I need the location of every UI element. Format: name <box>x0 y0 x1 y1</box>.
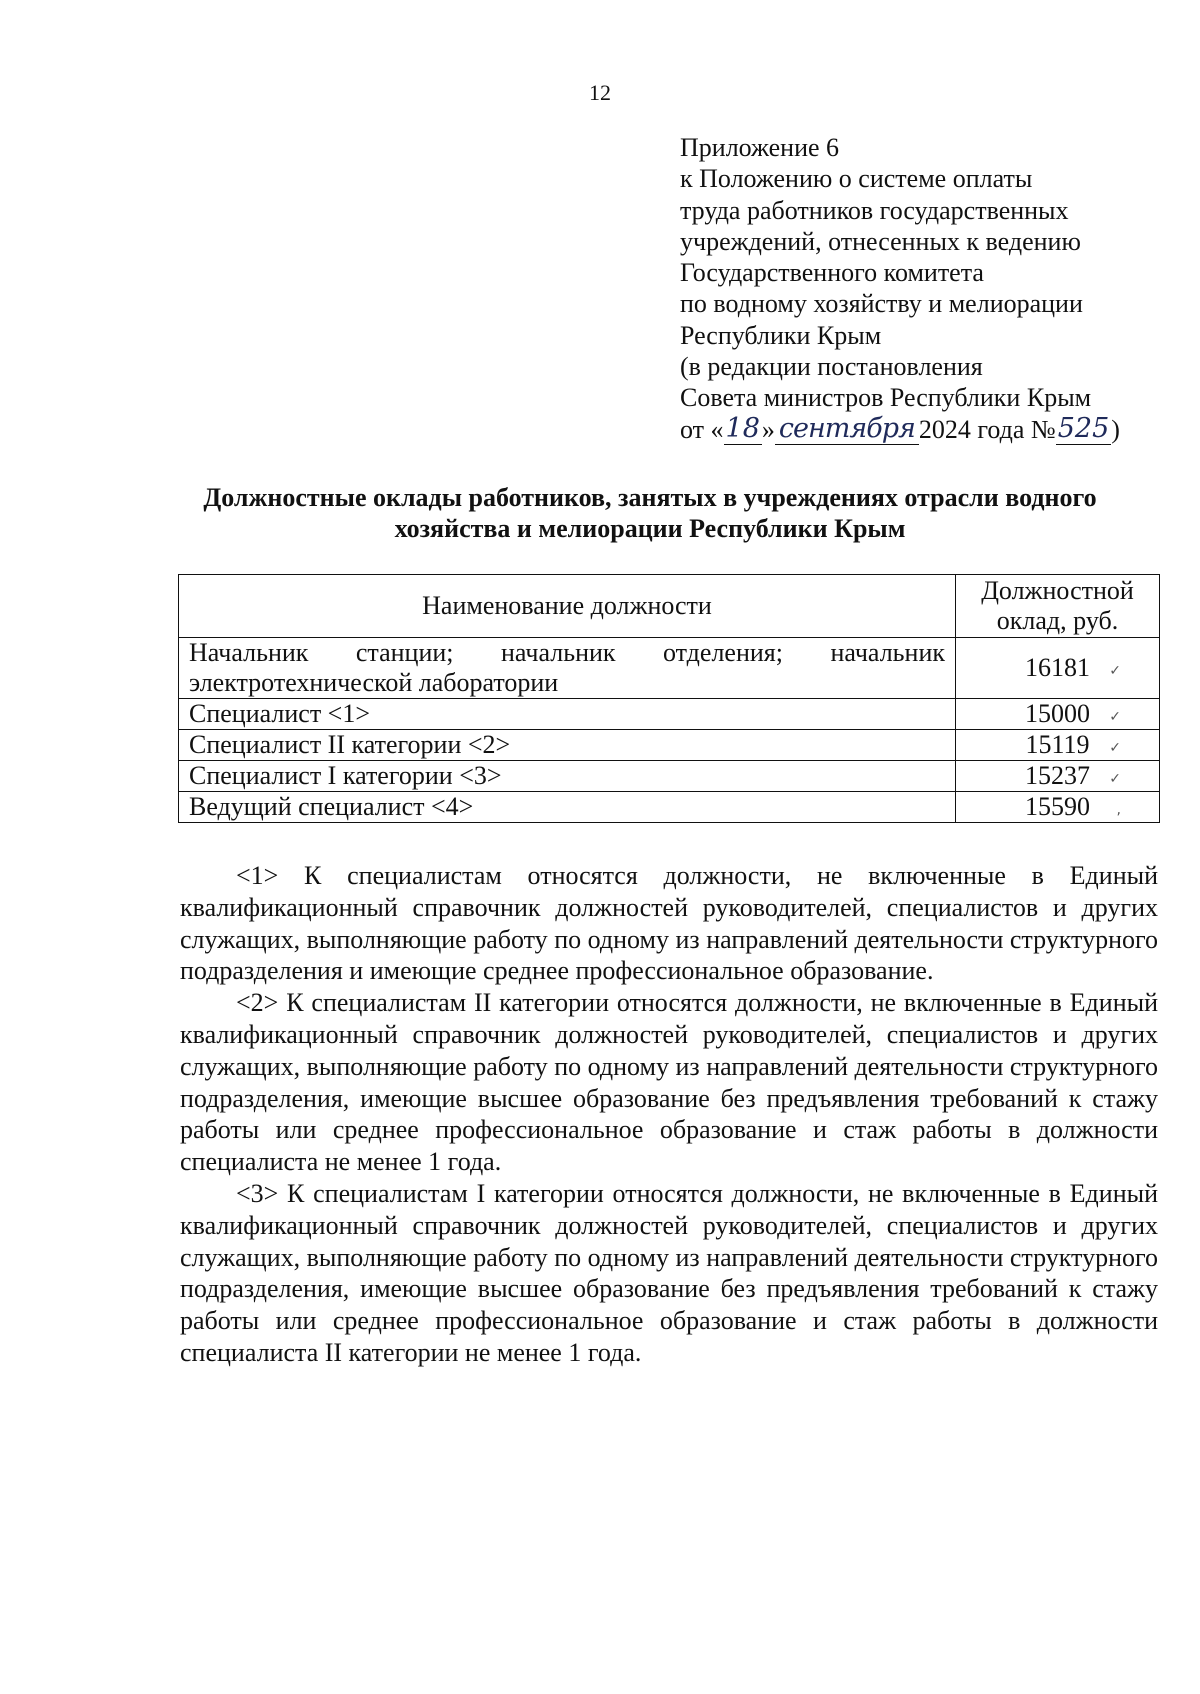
title-line-1: Должностные оклады работников, занятых в учреждениях отрасли водного <box>203 483 1097 512</box>
salary-table <box>178 574 1160 823</box>
table-row <box>179 792 1160 823</box>
appendix-heading <box>680 132 1160 445</box>
appendix-line: труда работников государственных <box>680 195 1069 225</box>
header-salary: Должностной оклад, руб. <box>956 575 1160 638</box>
salary-value: 15000 <box>1025 699 1090 728</box>
appendix-line: Государственного комитета <box>680 258 984 288</box>
position-name-cell: Ведущий специалист <4> <box>179 792 956 823</box>
table-row <box>179 761 1160 792</box>
position-name-cell: Специалист I категории <3> <box>179 761 956 792</box>
table-row <box>179 638 1160 699</box>
table-row <box>179 730 1160 761</box>
position-name-cell: Специалист II категории <2> <box>179 730 956 761</box>
checkmark-icon: ✓ <box>1109 709 1121 725</box>
salary-cell <box>956 730 1160 761</box>
handwritten-resolution-number: 525 <box>1057 412 1110 444</box>
footnote-paragraph: <1> К специалистам относятся должности, не включенные в Единый квалификационный справочник должностей руководителей, специалистов и других служащих, выполняющие работу по одному из направлений деятельности структурного подразделения и имеющие среднее профессиональное образование. <box>180 861 1158 986</box>
document-title <box>150 482 1150 544</box>
resolution-date-line <box>680 414 1160 445</box>
checkmark-icon: , <box>1116 802 1121 818</box>
salary-cell <box>956 638 1160 699</box>
salary-value: 15237 <box>1025 761 1090 790</box>
appendix-line: к Положению о системе оплаты <box>680 164 1033 194</box>
date-quote-close: » <box>761 414 775 444</box>
appendix-line: (в редакции постановления <box>680 352 983 382</box>
date-year: 2024 года № <box>918 414 1056 444</box>
checkmark-icon: ✓ <box>1109 663 1121 679</box>
table-row <box>179 699 1160 730</box>
date-suffix: ) <box>1111 414 1120 444</box>
salary-cell <box>956 792 1160 823</box>
checkmark-icon: ✓ <box>1109 771 1121 787</box>
salary-cell <box>956 761 1160 792</box>
header-position-name: Наименование должности <box>179 575 956 638</box>
handwritten-day: 18 <box>725 412 760 444</box>
table-header-row <box>179 575 1160 638</box>
appendix-line: по водному хозяйству и мелиорации <box>680 289 1083 319</box>
salary-cell <box>956 699 1160 730</box>
salary-value: 15590 <box>1025 792 1090 821</box>
handwritten-month: сентября <box>775 414 919 445</box>
appendix-line: Приложение 6 <box>680 133 840 162</box>
salary-value: 16181 <box>1025 653 1090 682</box>
salary-value: 15119 <box>1025 730 1090 759</box>
footnotes <box>180 860 1158 1369</box>
appendix-line: Совета министров Республики Крым <box>680 383 1092 413</box>
appendix-line: учреждений, отнесенных к ведению <box>680 226 1081 256</box>
footnote-paragraph: <2> К специалистам II категории относятся должности, не включенные в Единый квалификационный справочник должностей руководителей, специалистов и других служащих, выполняющие работу по одному из направлений деятельности структурного подразделения, имеющие высшее образование без предъявления требований к стажу работы или среднее профессиональное образование и стаж работы в должности специалиста не менее 1 года. <box>180 988 1158 1177</box>
position-name-cell: Специалист <1> <box>179 699 956 730</box>
checkmark-icon: ✓ <box>1109 740 1121 756</box>
page-number: 12 <box>589 80 611 105</box>
position-name-cell: Начальник станции; начальник отделения; начальник электротехнической лаборатории <box>179 638 956 699</box>
title-line-2: хозяйства и мелиорации Республики Крым <box>394 514 906 543</box>
appendix-line: Республики Крым <box>680 320 882 350</box>
date-prefix: от « <box>680 414 724 444</box>
footnote-paragraph: <3> К специалистам I категории относятся должности, не включенные в Единый квалификационный справочник должностей руководителей, специалистов и других служащих, выполняющие работу по одному из направлений деятельности структурного подразделения, имеющие высшее образование без предъявления требований к стажу работы или среднее профессиональное образование и стаж работы в должности специалиста II категории не менее 1 года. <box>180 1178 1158 1367</box>
